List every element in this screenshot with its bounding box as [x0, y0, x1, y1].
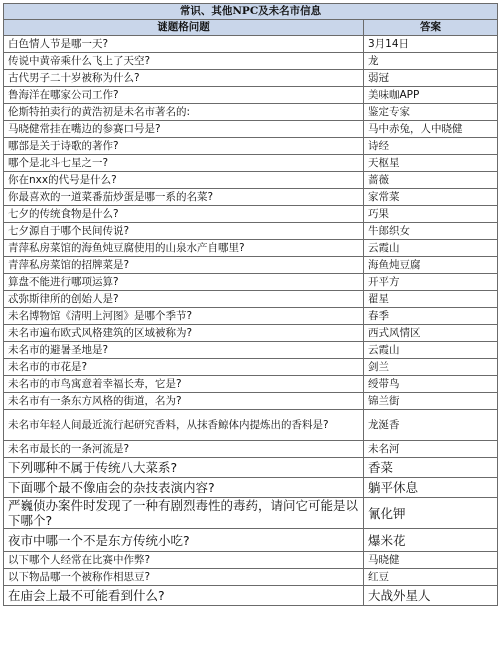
- question-cell: 白色情人节是哪一天?: [4, 36, 364, 53]
- question-cell: 未名市有一条东方风格的街道，名为?: [4, 393, 364, 410]
- answer-cell: 未名河: [364, 441, 498, 458]
- answer-cell: 开平方: [364, 274, 498, 291]
- table-row: [4, 206, 498, 223]
- answer-cell: 香菜: [364, 458, 498, 478]
- question-cell: 你在nxx的代号是什么?: [4, 172, 364, 189]
- table-row: [4, 529, 498, 552]
- table-row: [4, 410, 498, 441]
- answer-cell: 西式风情区: [364, 325, 498, 342]
- table-row: [4, 393, 498, 410]
- answer-cell: 躺平休息: [364, 478, 498, 498]
- question-cell: 下列哪种不属于传统八大菜系?: [4, 458, 364, 478]
- table-row: [4, 498, 498, 529]
- answer-cell: 巧果: [364, 206, 498, 223]
- table-row: [4, 155, 498, 172]
- question-cell: 未名市遍布欧式风格建筑的区域被称为?: [4, 325, 364, 342]
- question-cell: 未名市最长的一条河流是?: [4, 441, 364, 458]
- table-row: [4, 376, 498, 393]
- question-cell: 青萍私房菜馆的海鱼炖豆腐使用的山泉水产自哪里?: [4, 240, 364, 257]
- answer-cell: 蔷薇: [364, 172, 498, 189]
- question-cell: 未名市年轻人间最近流行起研究香料，从抹香鲸体内提炼出的香料是?: [4, 410, 364, 441]
- question-cell: 未名市的市花是?: [4, 359, 364, 376]
- question-cell: 以下物品哪一个被称作相思豆?: [4, 569, 364, 586]
- question-cell: 算盘不能进行哪项运算?: [4, 274, 364, 291]
- answer-cell: 锦兰街: [364, 393, 498, 410]
- answer-cell: 美味咖APP: [364, 87, 498, 104]
- question-cell: 忒弥斯律所的创始人是?: [4, 291, 364, 308]
- answer-cell: 云霞山: [364, 342, 498, 359]
- question-cell: 未名市的避暑圣地是?: [4, 342, 364, 359]
- question-column-header: 谜题格问题: [4, 20, 364, 36]
- answer-cell: 诗经: [364, 138, 498, 155]
- table-row: [4, 552, 498, 569]
- answer-column-header: 答案: [364, 20, 498, 36]
- question-cell: 鲁海洋在哪家公司工作?: [4, 87, 364, 104]
- question-cell: 下面哪个最不像庙会的杂技表演内容?: [4, 478, 364, 498]
- answer-cell: 春季: [364, 308, 498, 325]
- question-cell: 伦斯特拍卖行的黄浩初是未名市著名的:: [4, 104, 364, 121]
- table-row: [4, 53, 498, 70]
- answer-cell: 大战外星人: [364, 586, 498, 606]
- table-row: [4, 359, 498, 376]
- answer-cell: 翟星: [364, 291, 498, 308]
- table-row: [4, 70, 498, 87]
- table-row: [4, 308, 498, 325]
- table-row: [4, 138, 498, 155]
- question-cell: 哪个是北斗七星之一?: [4, 155, 364, 172]
- question-cell: 以下哪个人经常在比赛中作弊?: [4, 552, 364, 569]
- answer-cell: 鉴定专家: [364, 104, 498, 121]
- answer-cell: 剑兰: [364, 359, 498, 376]
- table-row: [4, 172, 498, 189]
- answer-cell: 3月14日: [364, 36, 498, 53]
- table-row: [4, 291, 498, 308]
- table-row: [4, 223, 498, 240]
- table-row: [4, 458, 498, 478]
- info-table-container: [3, 3, 497, 606]
- question-cell: 古代男子二十岁被称为什么?: [4, 70, 364, 87]
- question-cell: 七夕源自于哪个民间传说?: [4, 223, 364, 240]
- table-row: [4, 586, 498, 606]
- answer-cell: 牛郎织女: [364, 223, 498, 240]
- question-cell: 严巍侦办案件时发现了一种有剧烈毒性的毒药，请问它可能是以下哪个?: [4, 498, 364, 529]
- table-row: [4, 342, 498, 359]
- question-cell: 传说中黄帝乘什么飞上了天空?: [4, 53, 364, 70]
- question-cell: 马晓健常挂在嘴边的参赛口号是?: [4, 121, 364, 138]
- table-row: [4, 104, 498, 121]
- table-row: [4, 257, 498, 274]
- table-row: [4, 189, 498, 206]
- question-cell: 未名博物馆《清明上河图》是哪个季节?: [4, 308, 364, 325]
- answer-cell: 龙: [364, 53, 498, 70]
- answer-cell: 天枢星: [364, 155, 498, 172]
- answer-cell: 云霞山: [364, 240, 498, 257]
- table-row: [4, 87, 498, 104]
- question-cell: 青萍私房菜馆的招牌菜是?: [4, 257, 364, 274]
- npc-info-table: [3, 3, 498, 606]
- table-row: [4, 274, 498, 291]
- answer-cell: 海鱼炖豆腐: [364, 257, 498, 274]
- answer-cell: 弱冠: [364, 70, 498, 87]
- answer-cell: 家常菜: [364, 189, 498, 206]
- table-row: [4, 240, 498, 257]
- table-row: [4, 121, 498, 138]
- question-cell: 在庙会上最不可能看到什么?: [4, 586, 364, 606]
- table-row: [4, 569, 498, 586]
- answer-cell: 氰化钾: [364, 498, 498, 529]
- table-row: [4, 36, 498, 53]
- answer-cell: 龙涎香: [364, 410, 498, 441]
- answer-cell: 爆米花: [364, 529, 498, 552]
- answer-cell: 马中赤兔，人中晓健: [364, 121, 498, 138]
- question-cell: 未名市的市鸟寓意着幸福长寿，它是?: [4, 376, 364, 393]
- question-cell: 哪部是关于诗歌的著作?: [4, 138, 364, 155]
- question-cell: 七夕的传统食物是什么?: [4, 206, 364, 223]
- question-cell: 你最喜欢的一道菜番茄炒蛋是哪一系的名菜?: [4, 189, 364, 206]
- answer-cell: 绶带鸟: [364, 376, 498, 393]
- answer-cell: 马晓健: [364, 552, 498, 569]
- table-row: [4, 478, 498, 498]
- table-row: [4, 325, 498, 342]
- question-cell: 夜市中哪一个不是东方传统小吃?: [4, 529, 364, 552]
- table-title: 常识、其他NPC及未名市信息: [4, 4, 498, 20]
- table-row: [4, 441, 498, 458]
- table-body: [4, 36, 498, 606]
- answer-cell: 红豆: [364, 569, 498, 586]
